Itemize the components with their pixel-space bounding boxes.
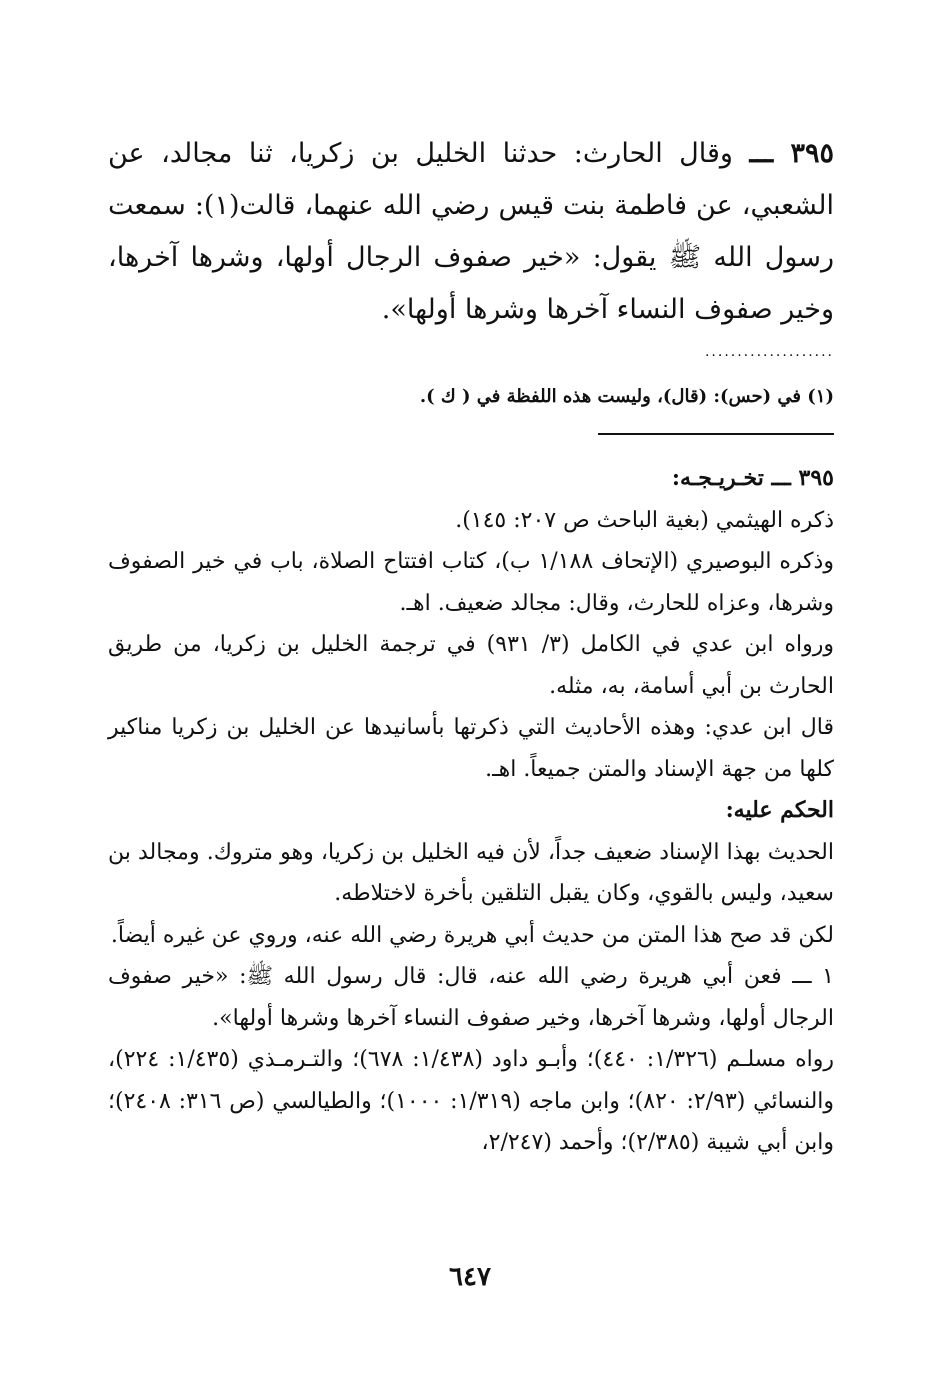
hadith-number: ٣٩٥ ـــ — [749, 138, 834, 169]
section-divider — [598, 433, 834, 435]
hukm-paragraph: لكن قد صح هذا المتن من حديث أبي هريرة رضي الله عنه، وروي عن غيره أيضاً. — [110, 922, 834, 948]
hukm-paragraph: رواه مسلـم (١/٣٢٦: ٤٤٠)؛ وأبـو داود (١/٤٣٨: ٦٧٨)؛ والتـرمـذي (١/٤٣٥: ٢٢٤)، والنسائي (٢/٩٣: ٨٢٠)؛ وابن ماجه (١/٣١٩: ١٠٠٠)؛ والطيالسي (ص ٣١٦: ٢٤٠٨)؛ وابن أبي شيبة (٢/٣٨٥)؛ وأحمد (٢/٢٤٧، — [108, 1047, 835, 1155]
takhrij-paragraph: ذكره الهيثمي (بغية الباحث ص ٢٠٧: ١٤٥). — [455, 507, 834, 533]
takhrij-paragraph: وذكره البوصيري (الإتحاف ١/١٨٨ ب)، كتاب افتتاح الصلاة، باب في خير الصفوف وشرها، وعزاه للحارث، وقال: مجالد ضعيف. اهـ. — [108, 549, 834, 616]
footnote: (١) في (حس): (قال)، وليست هذه اللفظة في ( ك ). — [419, 386, 834, 407]
takhrij-heading: ٣٩٥ ـــ تخـريـجـه: — [671, 465, 834, 491]
hukm-paragraph: ١ ـــ فعن أبي هريرة رضي الله عنه، قال: قال رسول الله ﷺ: «خير صفوف الرجال أولها، وشرها آخرها، وخير صفوف النساء آخرها وشرها أولها». — [108, 964, 834, 1031]
footnote-separator: .................... — [704, 344, 834, 360]
commentary-block — [108, 458, 834, 1164]
takhrij-paragraph: قال ابن عدي: وهذه الأحاديث التي ذكرتها بأسانيدها عن الخليل بن زكريا مناكير كلها من جهة الإسناد والمتن جميعاً. اهـ. — [108, 715, 834, 782]
page-number: ٦٤٧ — [449, 1262, 491, 1292]
hadith-text: وقال الحارث: حدثنا الخليل بن زكريا، ثنا مجالد، عن الشعبي، عن فاطمة بنت قيس رضي الله عنهما، قالت(١): سمعت رسول الله ﷺ يقول: «خير صفوف الرجال أولها، وشرها آخرها، وخير صفوف النساء آخرها وشرها أولها». — [108, 138, 834, 325]
hadith-text-block — [108, 128, 834, 336]
hukm-heading: الحكم عليه: — [725, 797, 834, 823]
hukm-paragraph: الحديث بهذا الإسناد ضعيف جداً، لأن فيه الخليل بن زكريا، وهو متروك. ومجالد بن سعيد، وليس بالقوي، وكان يقبل التلقين بأخرة لاختلاطه. — [108, 839, 834, 906]
takhrij-paragraph: ورواه ابن عدي في الكامل (٣/ ٩٣١) في ترجمة الخليل بن زكريا، من طريق الحارث بن أبي أسامة، به، مثله. — [108, 632, 835, 699]
